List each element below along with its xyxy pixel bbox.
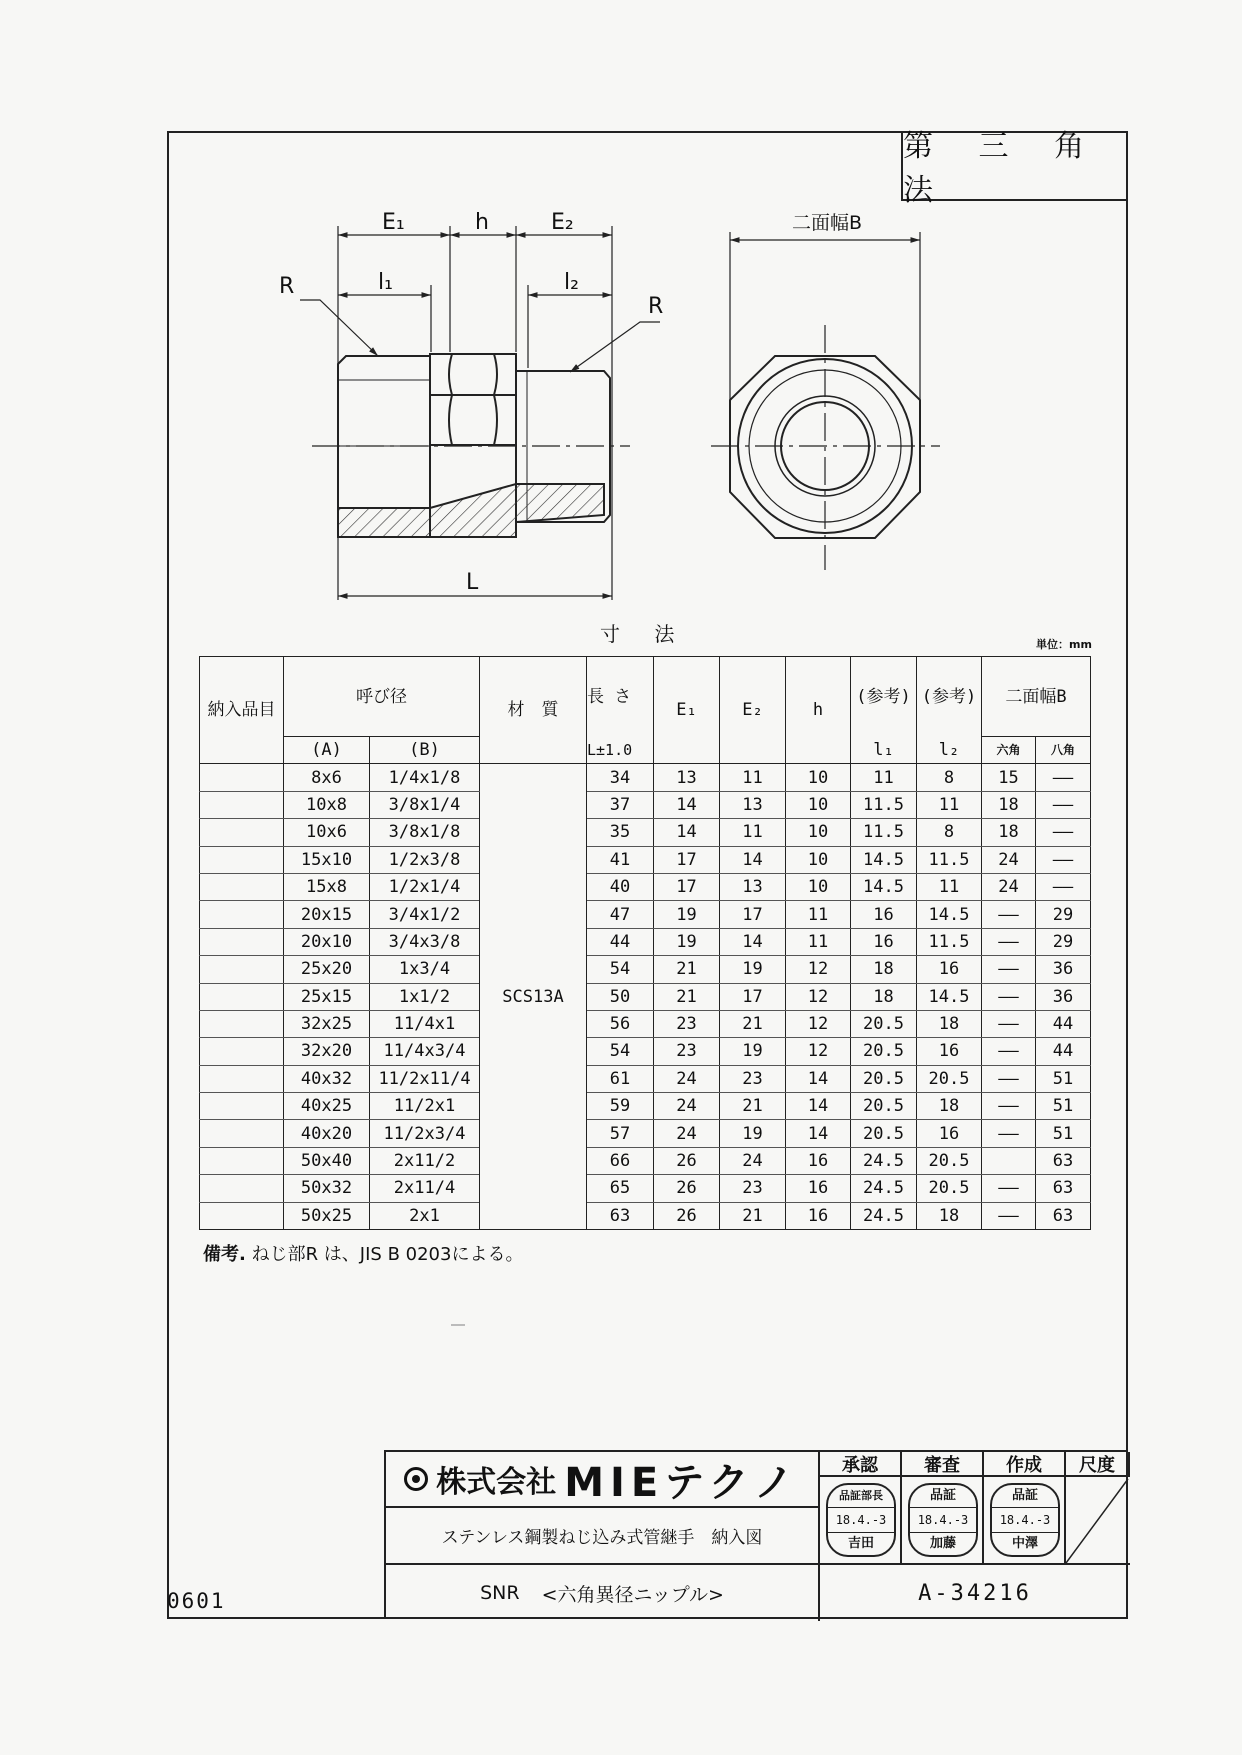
header-length-tol: L±1.0: [587, 737, 654, 764]
cell-item: [200, 791, 284, 818]
stamp-date: 18.4.-3: [992, 1508, 1058, 1533]
cell-l: 61: [587, 1065, 654, 1092]
end-view: [711, 232, 940, 570]
header-hex: 六角: [982, 737, 1036, 764]
cell-l: 44: [587, 928, 654, 955]
cell-oct: 63: [1036, 1175, 1091, 1202]
cell-l: 41: [587, 846, 654, 873]
cell-h: 12: [786, 1038, 851, 1065]
stamp-name: 中澤: [1011, 1536, 1038, 1551]
cell-e1: 13: [654, 764, 720, 791]
cell-material: SCS13A: [480, 764, 587, 1230]
cell-e2: 13: [720, 873, 786, 900]
cell-item: [200, 1120, 284, 1147]
cell-hex: ——: [982, 956, 1036, 983]
stamp-dept: 品証: [910, 1485, 976, 1508]
technical-drawing: [0, 0, 1242, 640]
cell-h: 16: [786, 1147, 851, 1174]
table-row: [200, 1202, 1091, 1229]
cell-e1: 19: [654, 901, 720, 928]
cell-l1: 18: [851, 956, 917, 983]
cell-hex: ——: [982, 1175, 1036, 1202]
remark-text: ねじ部R は、JIS B 0203による。: [251, 1244, 524, 1265]
stamp-date: 18.4.-3: [828, 1508, 894, 1533]
cell-l1: 20.5: [851, 1065, 917, 1092]
cell-e1: 19: [654, 928, 720, 955]
remark: [203, 1240, 523, 1266]
cell-l: 54: [587, 1038, 654, 1065]
cell-hex: ——: [982, 1120, 1036, 1147]
cell-b: 1x3/4: [370, 956, 480, 983]
cell-hex: [982, 1147, 1036, 1174]
cell-l: 59: [587, 1093, 654, 1120]
approve-stamp-cell: [820, 1477, 902, 1565]
cell-a: 20x10: [284, 928, 370, 955]
cell-e2: 17: [720, 901, 786, 928]
header-nominal: 呼び径: [284, 657, 480, 737]
header-ref2: (参考): [917, 657, 982, 737]
unit-label: 単位：mm: [1036, 638, 1092, 651]
doc-code: 0601: [167, 1589, 226, 1613]
cell-hex: 15: [982, 764, 1036, 791]
cell-b: 3/4x1/2: [370, 901, 480, 928]
cell-l: 34: [587, 764, 654, 791]
cell-h: 10: [786, 846, 851, 873]
header-b: (B): [370, 737, 480, 764]
table-row: [200, 764, 1091, 791]
cell-a: 40x20: [284, 1120, 370, 1147]
table-row: [200, 1147, 1091, 1174]
cell-e1: 26: [654, 1147, 720, 1174]
cell-e1: 17: [654, 873, 720, 900]
drawing-number: A-34216: [918, 1580, 1032, 1606]
cell-e2: 24: [720, 1147, 786, 1174]
create-stamp: [990, 1483, 1060, 1557]
cell-item: [200, 1175, 284, 1202]
table-row: [200, 1093, 1091, 1120]
cell-hex: 24: [982, 873, 1036, 900]
approve-stamp: [826, 1483, 896, 1557]
cell-l2: 8: [917, 764, 982, 791]
cell-l1: 18: [851, 983, 917, 1010]
cell-b: 1x1/2: [370, 983, 480, 1010]
cell-e2: 14: [720, 846, 786, 873]
cell-l: 56: [587, 1010, 654, 1037]
table-row: [200, 956, 1091, 983]
stamp-dept: 品証部長: [828, 1485, 894, 1508]
cell-h: 12: [786, 983, 851, 1010]
cell-l2: 11: [917, 791, 982, 818]
label-l1: l₁: [378, 270, 393, 295]
table-row: [200, 791, 1091, 818]
model-code: SNR: [480, 1582, 520, 1604]
cell-l2: 20.5: [917, 1147, 982, 1174]
side-view-dimensions: [300, 226, 660, 600]
cell-a: 50x32: [284, 1175, 370, 1202]
create-stamp-cell: [984, 1477, 1066, 1565]
cell-a: 25x20: [284, 956, 370, 983]
cell-h: 10: [786, 873, 851, 900]
side-view: [312, 354, 630, 537]
table-row: [200, 983, 1091, 1010]
cell-e2: 19: [720, 1120, 786, 1147]
cell-l2: 14.5: [917, 901, 982, 928]
review-stamp-cell: [902, 1477, 984, 1565]
cell-h: 14: [786, 1093, 851, 1120]
cell-e1: 14: [654, 791, 720, 818]
cell-l1: 20.5: [851, 1038, 917, 1065]
cell-l1: 14.5: [851, 846, 917, 873]
drawing-description: ステンレス鋼製ねじ込み式管継手 納入図: [386, 1508, 820, 1565]
cell-l: 50: [587, 983, 654, 1010]
cell-l2: 18: [917, 1202, 982, 1229]
cell-oct: 51: [1036, 1120, 1091, 1147]
cell-b: 1/4x1/8: [370, 764, 480, 791]
cell-item: [200, 1093, 284, 1120]
cell-oct: 63: [1036, 1202, 1091, 1229]
cell-l: 40: [587, 873, 654, 900]
cell-e2: 19: [720, 956, 786, 983]
cell-hex: 18: [982, 819, 1036, 846]
scale-strike: [1066, 1477, 1130, 1565]
cell-hex: ——: [982, 1093, 1036, 1120]
cell-b: 1/2x1/4: [370, 873, 480, 900]
table-row: [200, 1065, 1091, 1092]
cell-l2: 14.5: [917, 983, 982, 1010]
cell-l2: 20.5: [917, 1065, 982, 1092]
cell-a: 15x10: [284, 846, 370, 873]
cell-l2: 11.5: [917, 928, 982, 955]
cell-l2: 11.5: [917, 846, 982, 873]
cell-oct: ——: [1036, 846, 1091, 873]
cell-l1: 16: [851, 901, 917, 928]
header-item: 納入品目: [200, 657, 284, 764]
cell-b: 11/4x1: [370, 1010, 480, 1037]
cell-a: 32x20: [284, 1038, 370, 1065]
cell-item: [200, 1202, 284, 1229]
cell-l: 57: [587, 1120, 654, 1147]
cell-hex: ——: [982, 901, 1036, 928]
cell-oct: 29: [1036, 901, 1091, 928]
cell-l1: 16: [851, 928, 917, 955]
cell-a: 10x6: [284, 819, 370, 846]
cell-a: 40x25: [284, 1093, 370, 1120]
table-row: [200, 1010, 1091, 1037]
cell-a: 50x40: [284, 1147, 370, 1174]
cell-e2: 21: [720, 1202, 786, 1229]
cell-l1: 20.5: [851, 1120, 917, 1147]
cell-h: 11: [786, 928, 851, 955]
projection-method: 第 三 角 法: [901, 131, 1128, 201]
scale-header: 尺度: [1066, 1452, 1130, 1477]
cell-e1: 14: [654, 819, 720, 846]
header-length: 長 さ: [587, 657, 654, 737]
cell-item: [200, 928, 284, 955]
cell-l1: 11: [851, 764, 917, 791]
cell-item: [200, 901, 284, 928]
header-l1: l₁: [851, 737, 917, 764]
header-ref1: (参考): [851, 657, 917, 737]
cell-e1: 24: [654, 1065, 720, 1092]
label-l: L: [466, 570, 479, 595]
cell-b: 2x11/4: [370, 1175, 480, 1202]
cell-e2: 23: [720, 1175, 786, 1202]
cell-b: 11/2x3/4: [370, 1120, 480, 1147]
cell-oct: ——: [1036, 819, 1091, 846]
dimension-table: [199, 656, 1091, 1230]
cell-l2: 18: [917, 1010, 982, 1037]
section-title: 寸 法: [600, 622, 689, 646]
cell-l1: 14.5: [851, 873, 917, 900]
cell-a: 50x25: [284, 1202, 370, 1229]
cell-h: 14: [786, 1120, 851, 1147]
cell-item: [200, 1038, 284, 1065]
cell-b: 11/2x1: [370, 1093, 480, 1120]
cell-l1: 11.5: [851, 819, 917, 846]
cell-e2: 21: [720, 1010, 786, 1037]
cell-e2: 17: [720, 983, 786, 1010]
cell-hex: ——: [982, 1065, 1036, 1092]
cell-b: 11/4x3/4: [370, 1038, 480, 1065]
cell-oct: 51: [1036, 1093, 1091, 1120]
table-row: [200, 846, 1091, 873]
cell-l1: 24.5: [851, 1202, 917, 1229]
cell-item: [200, 1010, 284, 1037]
cell-b: 2x11/2: [370, 1147, 480, 1174]
cell-l: 66: [587, 1147, 654, 1174]
cell-h: 10: [786, 819, 851, 846]
cell-l: 54: [587, 956, 654, 983]
cell-l2: 18: [917, 1093, 982, 1120]
cell-a: 10x8: [284, 791, 370, 818]
cell-b: 11/2x11/4: [370, 1065, 480, 1092]
cell-e2: 23: [720, 1065, 786, 1092]
cell-hex: ——: [982, 1038, 1036, 1065]
title-block: [384, 1450, 1128, 1619]
cell-e1: 23: [654, 1038, 720, 1065]
cell-e1: 23: [654, 1010, 720, 1037]
header-across-flats: 二面幅B: [982, 657, 1091, 737]
cell-item: [200, 983, 284, 1010]
header-e2: E₂: [720, 657, 786, 764]
cell-e1: 21: [654, 983, 720, 1010]
label-l2: l₂: [564, 270, 579, 295]
cell-e1: 21: [654, 956, 720, 983]
table-row: [200, 1038, 1091, 1065]
label-across-flats: 二面幅B: [792, 212, 863, 234]
header-h: h: [786, 657, 851, 764]
table-row: [200, 928, 1091, 955]
cell-b: 2x1: [370, 1202, 480, 1229]
company-brand: MIEテクノ: [564, 1459, 800, 1506]
cell-l1: 24.5: [851, 1175, 917, 1202]
cell-e1: 26: [654, 1202, 720, 1229]
label-e1: E₁: [382, 210, 405, 235]
header-oct: 八角: [1036, 737, 1091, 764]
cell-b: 1/2x3/8: [370, 846, 480, 873]
header-material: 材 質: [480, 657, 587, 764]
cell-oct: 63: [1036, 1147, 1091, 1174]
cell-a: 20x15: [284, 901, 370, 928]
cell-e1: 24: [654, 1120, 720, 1147]
cell-h: 16: [786, 1175, 851, 1202]
cell-l2: 16: [917, 1038, 982, 1065]
approve-header: 承認: [820, 1452, 902, 1477]
label-r-left: R: [279, 274, 295, 299]
table-row: [200, 1175, 1091, 1202]
cell-oct: 44: [1036, 1010, 1091, 1037]
cell-e1: 17: [654, 846, 720, 873]
cell-a: 32x25: [284, 1010, 370, 1037]
remark-label: 備考.: [203, 1244, 246, 1265]
cell-l: 47: [587, 901, 654, 928]
cell-oct: 36: [1036, 956, 1091, 983]
cell-l2: 16: [917, 1120, 982, 1147]
stamp-name: 吉田: [847, 1536, 874, 1551]
cell-oct: ——: [1036, 764, 1091, 791]
cell-hex: ——: [982, 1202, 1036, 1229]
cell-a: 8x6: [284, 764, 370, 791]
cell-b: 3/4x3/8: [370, 928, 480, 955]
stamp-dept: 品証: [992, 1485, 1058, 1508]
cell-hex: ——: [982, 983, 1036, 1010]
cell-l1: 20.5: [851, 1093, 917, 1120]
model-name: <六角異径ニップル>: [541, 1583, 724, 1606]
cell-item: [200, 764, 284, 791]
cell-h: 11: [786, 901, 851, 928]
cell-h: 10: [786, 764, 851, 791]
cell-item: [200, 1065, 284, 1092]
scale-cell: [1066, 1477, 1130, 1565]
label-r-right: R: [648, 294, 664, 319]
company-logo-icon: [404, 1467, 428, 1491]
cell-l1: 11.5: [851, 791, 917, 818]
cell-l1: 24.5: [851, 1147, 917, 1174]
cell-item: [200, 1147, 284, 1174]
cell-oct: ——: [1036, 873, 1091, 900]
cell-b: 3/8x1/8: [370, 819, 480, 846]
cell-a: 40x32: [284, 1065, 370, 1092]
company-name: [386, 1452, 820, 1508]
table-row: [200, 901, 1091, 928]
cell-l: 65: [587, 1175, 654, 1202]
model-line: [386, 1565, 820, 1621]
cell-item: [200, 846, 284, 873]
cell-oct: 51: [1036, 1065, 1091, 1092]
label-e2: E₂: [551, 210, 574, 235]
cell-h: 10: [786, 791, 851, 818]
cell-oct: 44: [1036, 1038, 1091, 1065]
review-stamp: [908, 1483, 978, 1557]
review-header: 審査: [902, 1452, 984, 1477]
cell-e2: 11: [720, 819, 786, 846]
cell-hex: 18: [982, 791, 1036, 818]
cell-e2: 13: [720, 791, 786, 818]
cell-hex: ——: [982, 1010, 1036, 1037]
cell-l2: 16: [917, 956, 982, 983]
cell-l1: 20.5: [851, 1010, 917, 1037]
cell-oct: ——: [1036, 791, 1091, 818]
cell-l: 63: [587, 1202, 654, 1229]
cell-h: 12: [786, 956, 851, 983]
company-prefix: 株式会社: [436, 1465, 557, 1500]
cell-oct: 29: [1036, 928, 1091, 955]
header-l2: l₂: [917, 737, 982, 764]
cell-item: [200, 956, 284, 983]
header-a: (A): [284, 737, 370, 764]
cell-item: [200, 819, 284, 846]
cell-l2: 20.5: [917, 1175, 982, 1202]
cell-e2: 19: [720, 1038, 786, 1065]
cell-e1: 24: [654, 1093, 720, 1120]
cell-hex: ——: [982, 928, 1036, 955]
header-e1: E₁: [654, 657, 720, 764]
create-header: 作成: [984, 1452, 1066, 1477]
cell-e2: 21: [720, 1093, 786, 1120]
stamp-date: 18.4.-3: [910, 1508, 976, 1533]
cell-l: 35: [587, 819, 654, 846]
cell-l2: 11: [917, 873, 982, 900]
cell-a: 15x8: [284, 873, 370, 900]
cell-e2: 11: [720, 764, 786, 791]
label-h: h: [475, 210, 489, 235]
cell-e1: 26: [654, 1175, 720, 1202]
cell-hex: 24: [982, 846, 1036, 873]
stamp-name: 加藤: [929, 1536, 956, 1551]
table-row: [200, 1120, 1091, 1147]
cell-h: 12: [786, 1010, 851, 1037]
cell-b: 3/8x1/4: [370, 791, 480, 818]
stray-mark: [451, 1324, 465, 1326]
cell-l: 37: [587, 791, 654, 818]
cell-oct: 36: [1036, 983, 1091, 1010]
cell-l2: 8: [917, 819, 982, 846]
cell-a: 25x15: [284, 983, 370, 1010]
cell-h: 16: [786, 1202, 851, 1229]
table-row: [200, 873, 1091, 900]
cell-h: 14: [786, 1065, 851, 1092]
table-row: [200, 819, 1091, 846]
cell-item: [200, 873, 284, 900]
cell-e2: 14: [720, 928, 786, 955]
